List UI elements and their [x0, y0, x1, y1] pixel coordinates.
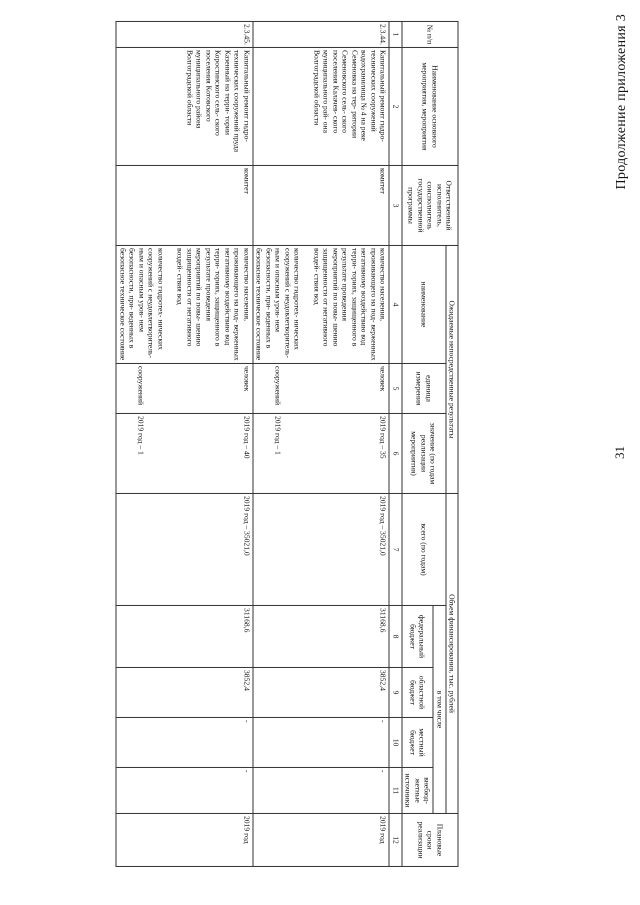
table-row: [253, 21, 389, 866]
col-number: 9: [389, 668, 401, 718]
header-regional: областной бюджет: [402, 668, 433, 718]
header-funding: Объем финансирования, тыс. рублей: [446, 494, 458, 814]
header-expected: Ожидаемые непосредственные результаты: [446, 245, 458, 493]
col-number: 10: [389, 718, 401, 768]
continuation-title: Продолжение приложения 3: [614, 14, 629, 190]
result-name: количество населения, проживающего на под- верженных негативному воздействию вод терри- ториях, защищенного в результате проведения мероприятий по повы- шению защищенности от негативного воздей- ствия вод: [175, 247, 252, 361]
row-federal: 31168,6: [253, 606, 389, 668]
row-no: 2.3.45.: [117, 21, 253, 47]
table-row: [117, 21, 253, 866]
row-regional: 3852,4: [253, 668, 389, 718]
row-result-units: [117, 363, 253, 413]
row-extra: -: [253, 768, 389, 814]
row-no: 2.3.44.: [253, 21, 389, 47]
result-name: количество гидротех- нических сооружений с неудовлетворитель- ным и опасным уров- нем безопасности, при- веденных в безопасное техническое состояние: [254, 247, 302, 361]
row-result-names: [117, 245, 253, 363]
header-executor: Ответственный исполнитель, соисполнитель государственной программы: [402, 165, 458, 245]
header-name: Наименование основного мероприятия, мероприятия: [402, 47, 458, 165]
header-no: № п/п: [402, 21, 458, 47]
row-terms: 2019 год: [253, 814, 389, 867]
col-number: 6: [389, 413, 401, 493]
row-total: 2019 год – 35021,0: [253, 494, 389, 606]
result-unit: сооружений: [273, 365, 283, 406]
header-local: местный бюджет: [402, 718, 433, 768]
result-unit: сооружений: [136, 365, 146, 406]
row-terms: 2019 год: [117, 814, 253, 867]
result-value: 2019 год – 1: [136, 415, 146, 455]
header-extra: внебюд- жетные источники: [402, 768, 433, 814]
row-executor: комитет: [253, 165, 389, 245]
row-local: -: [253, 718, 389, 768]
row-result-values: [253, 413, 389, 493]
row-local: -: [117, 718, 253, 768]
result-unit: человек: [242, 365, 252, 392]
row-name: Капитальный ремонт гидро- технических сооружений пруда Казенный на терри- тории Коростинского сель- ского поселения Котовского муниципального района Волгоградской области: [117, 47, 253, 165]
col-number: 7: [389, 494, 401, 606]
row-total: 2019 год – 35021,0: [117, 494, 253, 606]
result-unit: человек: [378, 365, 388, 392]
col-number: 5: [389, 363, 401, 413]
row-regional: 3852,4: [117, 668, 253, 718]
col-number: 11: [389, 768, 401, 814]
header-terms: Плановые сроки реализации: [402, 814, 458, 867]
col-number: 3: [389, 165, 401, 245]
header-in-that: в том числе: [433, 606, 445, 814]
col-number: 8: [389, 606, 401, 668]
col-number: 2: [389, 47, 401, 165]
col-number: 12: [389, 814, 401, 867]
row-executor: комитет: [117, 165, 253, 245]
result-value: 2019 год – 35: [378, 415, 388, 459]
program-table: [116, 21, 459, 867]
header-federal: федеральный бюджет: [402, 606, 433, 668]
header-exp-value: значение (по годам реализации мероприятия): [402, 413, 446, 493]
result-name: количество гидротех- нических сооружений с неудовлетворитель- ным и опасным уров- нем безопасности, при- веденных в безопасное техническое состояние: [118, 247, 166, 361]
row-name: Капитальный ремонт гидро- технических сооружений водохранилища № 4 на реке Семеновка на тер- ритории Семеновского сель- ского поселения Калачев- ского муниципального рай- она Волгоградской области: [253, 47, 389, 165]
col-number: 1: [389, 21, 401, 47]
result-value: 2019 год – 40: [242, 415, 252, 459]
header-total: всего (по годам): [402, 494, 446, 606]
result-value: 2019 год – 1: [273, 415, 283, 455]
result-name: количество населения, проживающего на под- верженных негативному воздействию вод терри- ториях, защищенного в результате проведения мероприятий по повы- шению защищенности от негативного воздей- ствия вод: [312, 247, 388, 361]
col-number: 4: [389, 245, 401, 363]
row-result-names: [253, 245, 389, 363]
header-exp-name: наименование: [402, 245, 446, 363]
row-result-units: [253, 363, 389, 413]
row-federal: 31168,6: [117, 606, 253, 668]
row-extra: -: [117, 768, 253, 814]
header-exp-unit: единица измерения: [402, 363, 446, 413]
page-number: 31: [612, 446, 627, 459]
row-result-values: [117, 413, 253, 493]
